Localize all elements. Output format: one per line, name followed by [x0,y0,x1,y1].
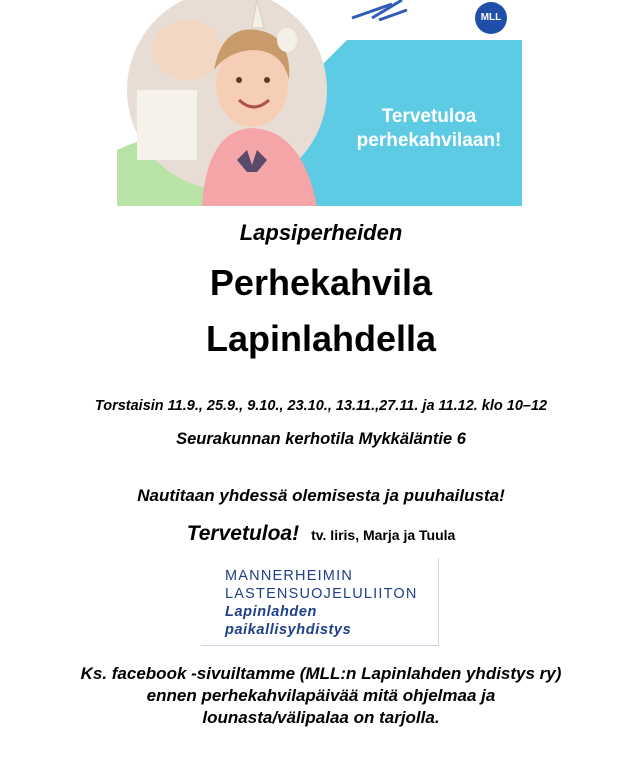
organization-logo [201,558,439,646]
welcome-word: Tervetuloa! [186,522,300,545]
welcome-line [0,522,642,546]
background-child [152,20,222,80]
dates-text: Torstaisin 11.9., 25.9., 9.10., 23.10., 13.11.,27.11. ja 11.12. klo 10–12 [94,398,548,414]
footer-line-3: lounasta/välipalaa on tarjolla. [202,708,440,727]
hosts-text: tv. Iiris, Marja ja Tuula [311,527,456,543]
unicorn-ear [277,28,297,52]
logo-line-2: LASTENSUOJELULIITON [225,586,418,602]
footer-note [0,663,642,729]
place-text: Seurakunnan kerhotila Mykkäläntie 6 [176,430,466,448]
enjoy-text: Nautitaan yhdessä olemisesta ja puuhailusta! [137,486,505,505]
title-line-1: Perhekahvila [209,262,433,303]
welcome-text: Tervetuloa perhekahvilaan! [356,106,502,151]
footer-line-1: Ks. facebook -sivuiltamme (MLL:n Lapinlahden yhdistys ry) [80,664,562,683]
subtitle: Lapsiperheiden [239,220,403,245]
logo-line-1: MANNERHEIMIN [225,568,353,584]
logo-line-4: paikallisyhdistys [225,622,352,638]
logo-line-3: Lapinlahden [225,604,317,620]
header-banner [117,0,522,206]
banner-illustration [117,0,522,206]
footer-line-2: ennen perhekahvilapäivää mitä ohjelmaa ja [146,686,496,705]
title-line-2: Lapinlahdella [205,318,437,359]
paper [137,90,197,160]
mll-logo-badge: MLL [475,2,507,34]
pen-scribble [352,0,407,20]
